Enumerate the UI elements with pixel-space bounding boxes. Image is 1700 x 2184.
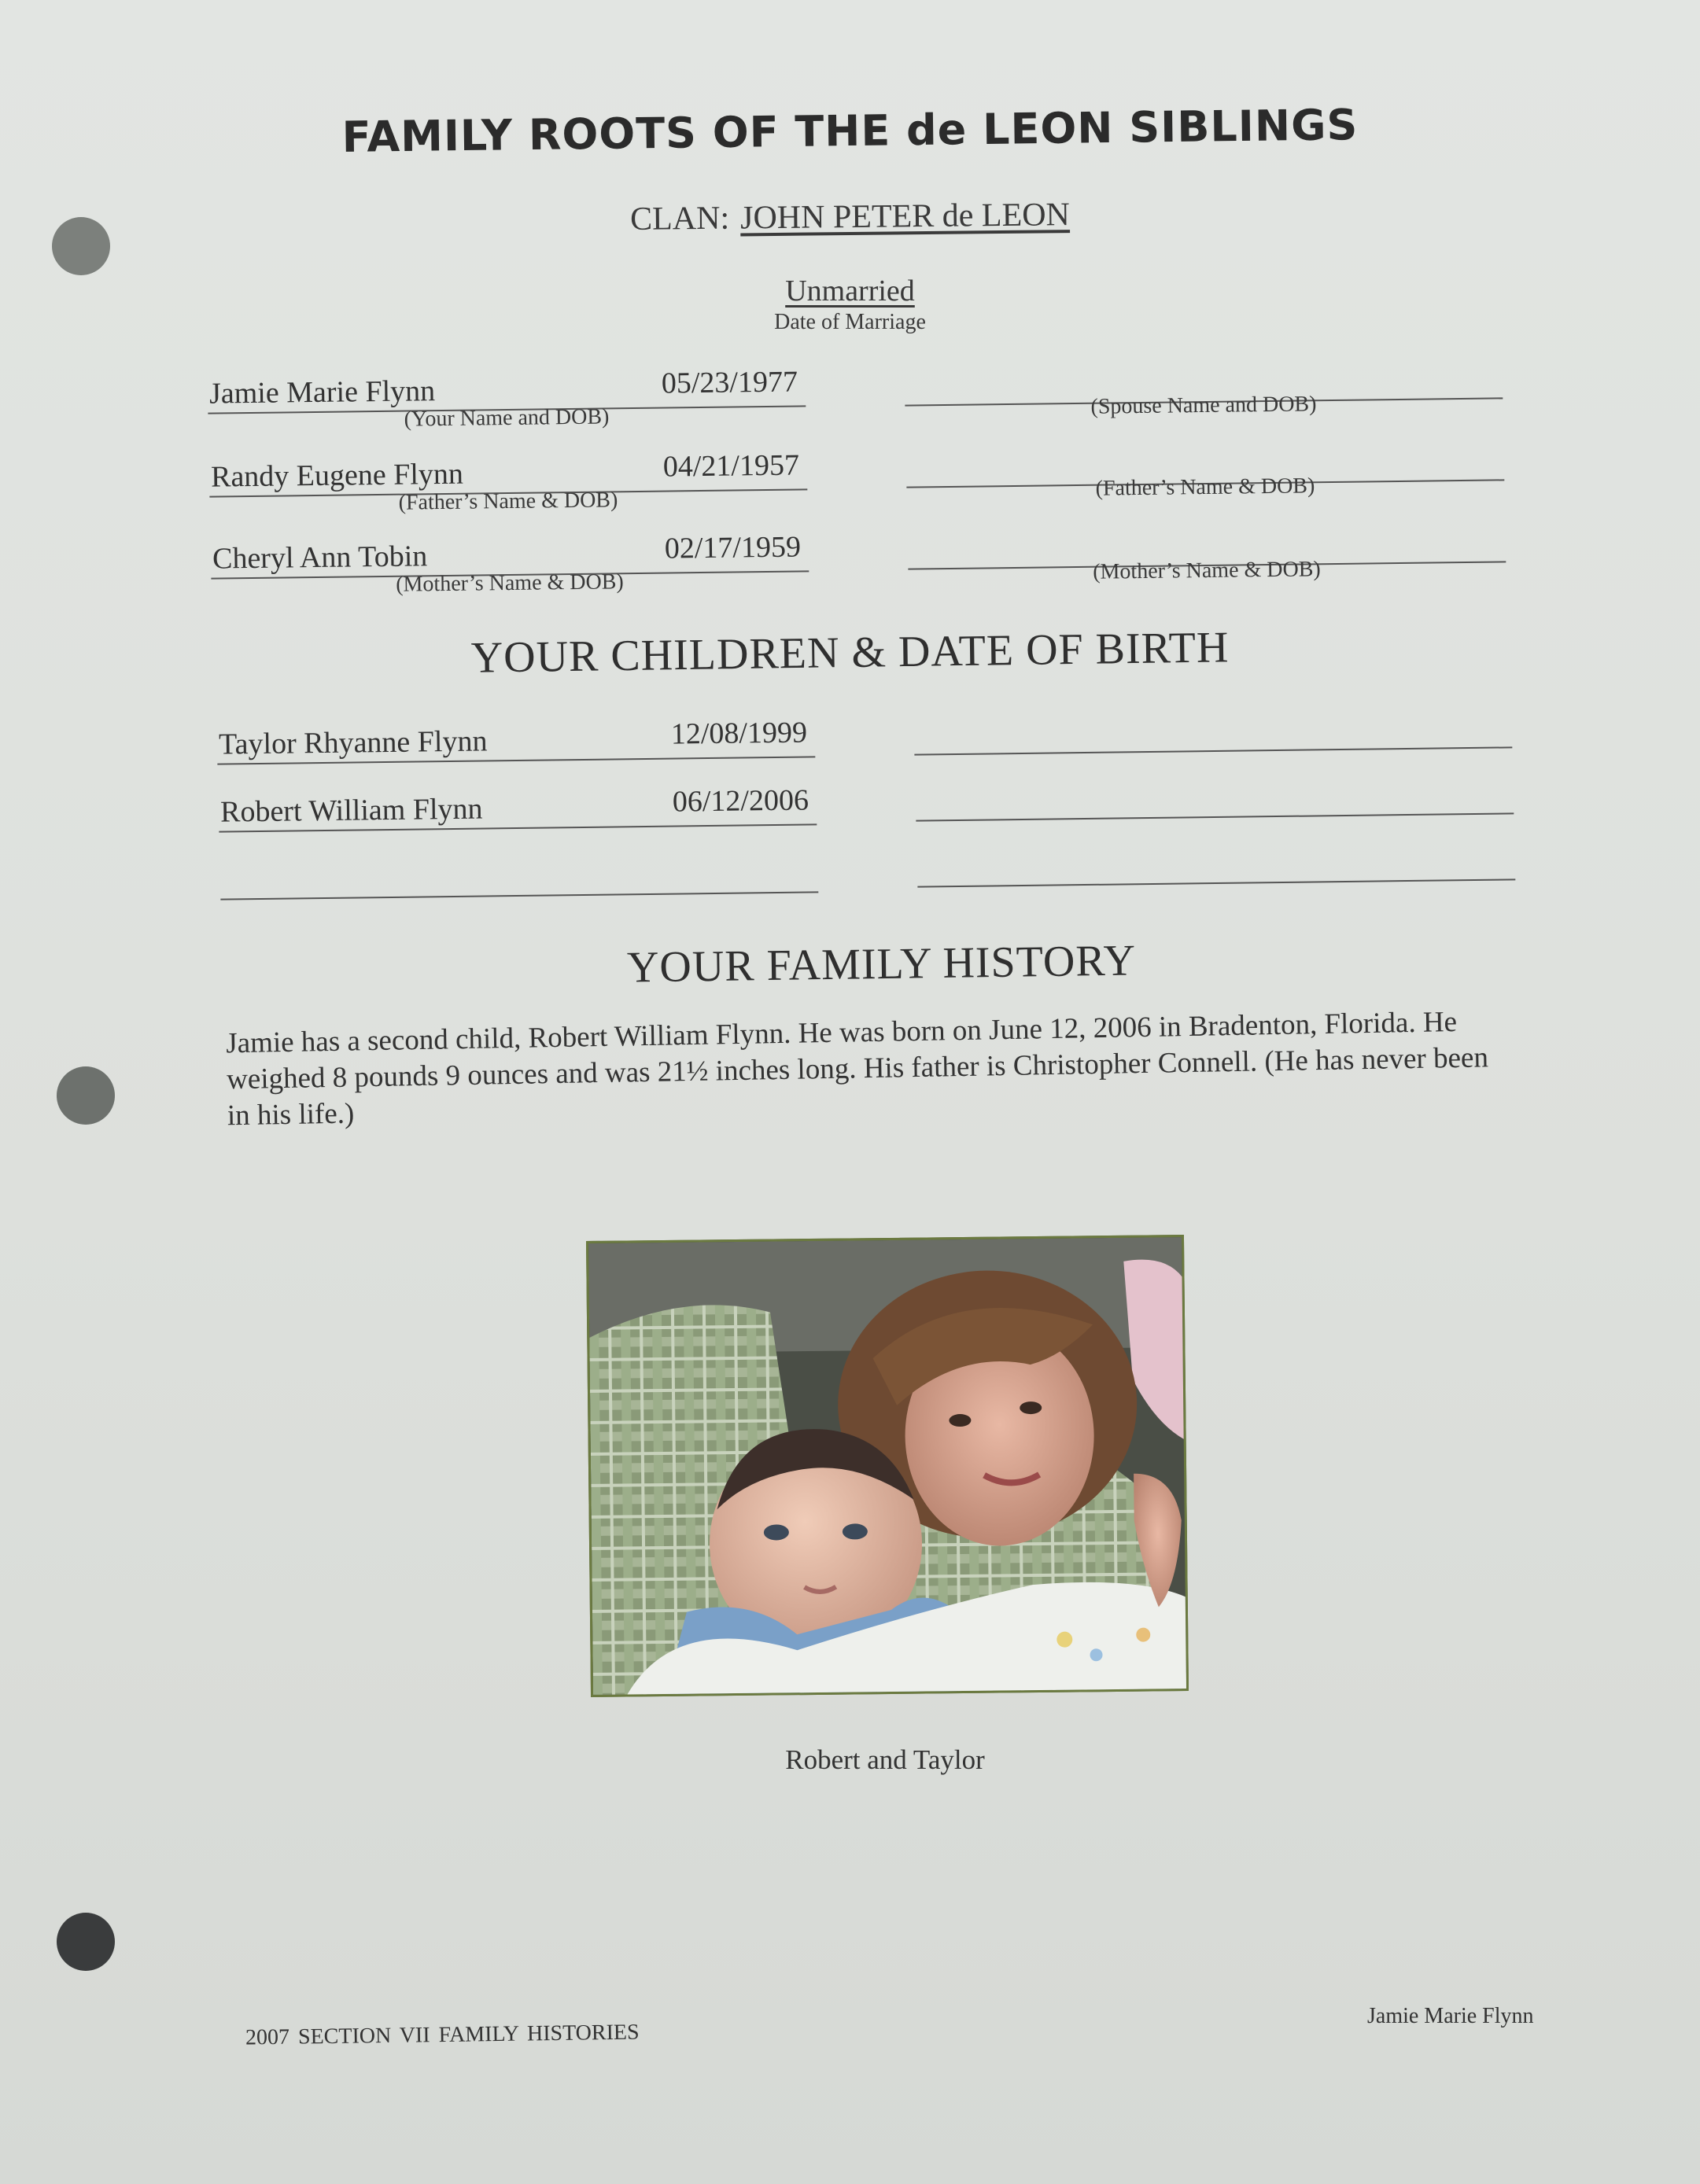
child-name: Robert William Flynn xyxy=(219,792,483,829)
child-spouse-field xyxy=(917,833,1516,887)
child-field xyxy=(217,710,816,764)
self-name: Jamie Marie Flynn xyxy=(208,374,436,411)
field-underline xyxy=(916,812,1514,821)
mother-dob: 02/17/1959 xyxy=(664,530,802,565)
field-underline xyxy=(220,891,818,900)
mother-name: Cheryl Ann Tobin xyxy=(212,540,428,576)
spouse-mother-label: (Mother’s Name & DOB) xyxy=(1093,557,1321,584)
child-spouse-field xyxy=(914,701,1513,755)
children-heading: YOUR CHILDREN & DATE OF BIRTH xyxy=(470,623,1230,683)
spouse-field-label: (Spouse Name and DOB) xyxy=(1090,392,1317,419)
history-text: Jamie has a second child, Robert William Flynn. He was born on June 12, 2006 in Bradenton, Florida. He weighed 8 pounds 9 ounces and was 21½ inches long. His father is Christopher Connell. (He has never been in his life.) xyxy=(225,1006,1489,1133)
spouse-father-label: (Father’s Name & DOB) xyxy=(1095,473,1315,501)
father-field-label: (Father’s Name & DOB) xyxy=(398,488,618,515)
clan-line xyxy=(0,190,1700,245)
self-field-label: (Your Name and DOB) xyxy=(404,404,610,432)
child-field xyxy=(219,778,817,832)
child-dob: 06/12/2006 xyxy=(672,783,809,819)
field-underline xyxy=(917,878,1515,887)
father-name: Randy Eugene Flynn xyxy=(210,457,464,494)
clan-label: CLAN: xyxy=(629,200,730,238)
binder-hole xyxy=(57,1913,115,1971)
page-title: FAMILY ROOTS OF THE de LEON SIBLINGS xyxy=(341,100,1359,162)
child-dob: 12/08/1999 xyxy=(670,716,808,751)
child-field xyxy=(220,845,819,900)
marriage-label: Date of Marriage xyxy=(774,310,926,334)
field-underline xyxy=(914,746,1512,755)
history-heading: YOUR FAMILY HISTORY xyxy=(626,936,1137,993)
child-name: Taylor Rhyanne Flynn xyxy=(218,724,488,761)
father-dob: 04/21/1957 xyxy=(662,448,800,484)
self-dob: 05/23/1977 xyxy=(661,365,798,400)
family-photo xyxy=(586,1235,1189,1697)
clan-name: JOHN PETER de LEON xyxy=(739,197,1071,237)
photo-caption: Robert and Taylor xyxy=(785,1744,985,1775)
footer-section: 2007 SECTION VII FAMILY HISTORIES xyxy=(245,2020,640,2050)
marriage-value: Unmarried xyxy=(785,274,915,308)
binder-hole xyxy=(57,1066,115,1125)
photo-illustration xyxy=(588,1237,1189,1697)
child-spouse-field xyxy=(916,767,1514,821)
mother-field-label: (Mother’s Name & DOB) xyxy=(396,569,624,597)
footer-author: Jamie Marie Flynn xyxy=(1367,2004,1534,2028)
